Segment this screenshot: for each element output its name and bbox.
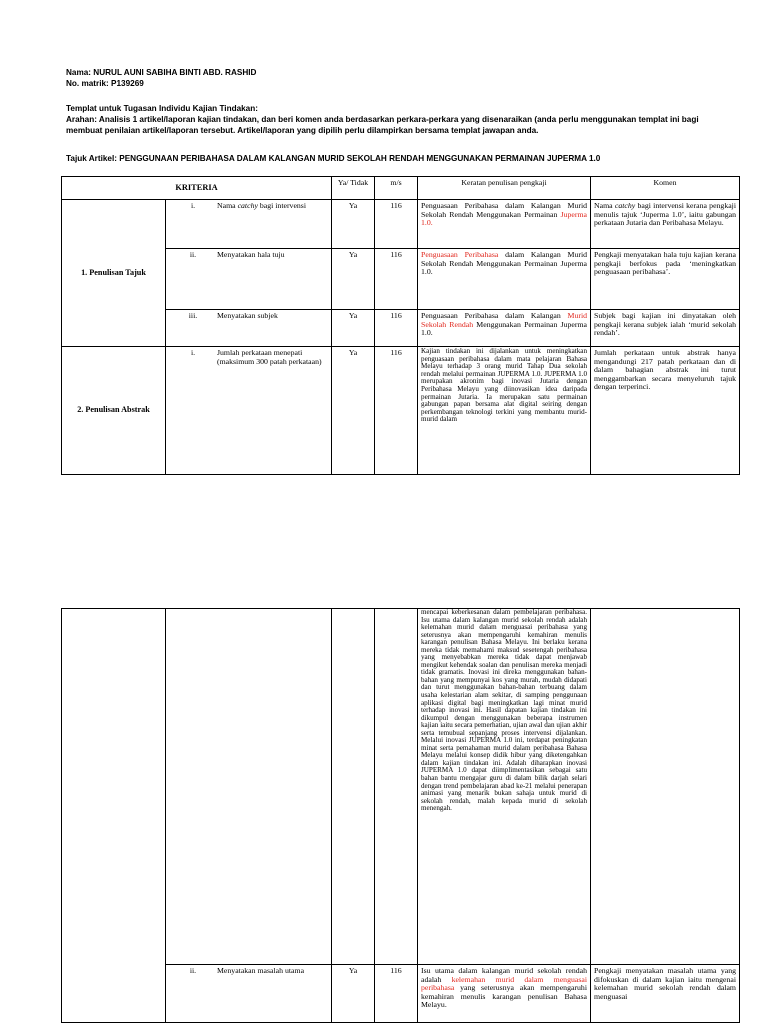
- comment-cell: [591, 609, 740, 965]
- comment-cell: Jumlah perkataan untuk abstrak hanya mengandungi 217 patah perkataan dan di dalam bahagian abstrak ini turut menggambarkan secara menyeluruh tajuk dengan terperinci.: [591, 347, 740, 475]
- excerpt-cell: Penguasaan Peribahasa dalam Kalangan Murid Sekolah Rendah Menggunakan Permainan Juperma 1.0.: [418, 310, 591, 347]
- page-value: 116: [375, 347, 418, 475]
- criterion-cell: [166, 965, 332, 1023]
- page-value: [375, 609, 418, 965]
- criterion-label: Nama catchy bagi intervensi: [217, 201, 307, 210]
- excerpt-cell: mencapai keberkesanan dalam pembelajaran peribahasa. Isu utama dalam kalangan murid sekolah rendah adalah kelemahan murid dalam menguasai peribahasa yang seterusnya akan mempengaruhi kemahiran menulis karangan penulisan Bahasa Melayu. Ini berlaku kerana mereka tidak memahami maksud sesetengah peribahasa yang menyebabkan mereka tidak dapat menjawab mengikut kehendak soalan dan penulisan mereka menjadi tidak gramatis. Inovasi ini direka menggunakan bahan-bahan yang mempunyai kos yang murah, mudah didapati dan turut menggunakan bahan-bahan terbuang dalam usaha kelestarian alam sekitar, di samping penggunaan aplikasi digital bagi meningkatkan lagi minat murid terhadap inovasi ini. Hasil dapatan kajian tindakan ini dikumpul dengan menggunakan beberapa instrumen kajian iaitu secara pemerhatian, ujian awal dan ujian akhir serta temubual sepanjang proses intervensi dijalankan. Melalui inovasi JUPERMA 1.0 ini, terdapat peningkatan minat serta pemahaman murid dalam peribahasa Bahasa Melayu melalui konsep didik hibur yang diketengahkan dalam kajian tindakan ini. Adalah diharapkan inovasi JUPERMA 1.0 dapat diimplimentasikan sebagai satu bahan bantu mengajar guru di dalam bilik darjah selari dengan trend pembelajaran abad ke-21 melalui penerapan animasi yang menarik bukan sahaja untuk murid di sekolah rendah, malah kepada murid di sekolah menengah.: [418, 609, 591, 965]
- criterion-number: iii.: [188, 311, 198, 320]
- criterion-label: Menyatakan hala tuju: [217, 250, 285, 259]
- table-row: [62, 200, 740, 249]
- highlighted-text: Penguasaan Peribahasa: [421, 250, 499, 259]
- criterion-label: Menyatakan subjek: [217, 311, 278, 320]
- header-ms: m/s: [375, 177, 418, 200]
- ya-tidak-value: Ya: [332, 249, 375, 310]
- header-keratan: Keratan penulisan pengkaji: [418, 177, 591, 200]
- student-name: Nama: NURUL AUNI SABIHA BINTI ABD. RASHID: [66, 68, 257, 77]
- table-header-row: [62, 177, 740, 200]
- criterion-number: ii.: [189, 250, 197, 259]
- document-header: [66, 67, 716, 89]
- criterion-label: Menyatakan masalah utama: [217, 966, 305, 975]
- criterion-cell: [166, 249, 332, 310]
- page-value: 116: [375, 249, 418, 310]
- ya-tidak-value: Ya: [332, 200, 375, 249]
- excerpt-cell: Penguasaan Peribahasa dalam Kalangan Murid Sekolah Rendah Menggunakan Permainan Juperma 1.0.: [418, 249, 591, 310]
- criterion-number: i.: [190, 201, 196, 210]
- header-ya-tidak: Ya/ Tidak: [332, 177, 375, 200]
- criterion-number: ii.: [189, 966, 197, 975]
- matric-number: No. matrik: P139269: [66, 79, 144, 88]
- section-penulisan-abstrak: 2. Penulisan Abstrak: [62, 347, 166, 475]
- highlighted-text: kelemahan murid dalam menguasai peribahasa: [421, 974, 587, 993]
- criterion-label: Jumlah perkataan menepati (maksimum 300 patah perkataan): [217, 348, 322, 366]
- excerpt-cell: Kajian tindakan ini dijalankan untuk meningkatkan penguasaan peribahasa dalam mata pelajaran Bahasa Melayu terhadap 3 orang murid Tahap Dua sekolah rendah melalui permainan JUPERMA 1.0. JUPERMA 1.0 merupakan akronim bagi inovasi Jutaria dengan Peribahasa Melayu yang diinovasikan idea daripada permainan Jutaria. Ia merupakan satu permainan gabungan papan bersama alat digital seiring dengan perkembangan teknologi terkini yang membantu murid-murid dalam: [418, 347, 591, 475]
- page-value: 116: [375, 200, 418, 249]
- criteria-table: [61, 176, 740, 475]
- comment-cell: Pengkaji menyatakan hala tuju kajian kerana pengkaji berfokus pada ‘meningkatkan penguasaan peribahasa’.: [591, 249, 740, 310]
- criterion-cell: [166, 609, 332, 965]
- ya-tidak-value: Ya: [332, 310, 375, 347]
- template-title: Templat untuk Tugasan Individu Kajian Tindakan:: [66, 104, 258, 113]
- highlighted-text: Murid Sekolah Rendah: [421, 311, 588, 329]
- excerpt-cell: Isu utama dalam kalangan murid sekolah rendah adalah kelemahan murid dalam menguasai peribahasa yang seterusnya akan mempengaruhi kemahiran menulis karangan penulisan Bahasa Melayu.: [418, 965, 591, 1023]
- table-row: [62, 347, 740, 475]
- table-row: [62, 609, 740, 965]
- comment-cell: Pengkaji menyatakan masalah utama yang difokuskan di dalam kajian iaitu mengenai kelemahan murid sekolah rendah dalam menguasai: [591, 965, 740, 1023]
- criterion-cell: [166, 310, 332, 347]
- excerpt-cell: Penguasaan Peribahasa dalam Kalangan Murid Sekolah Rendah Menggunakan Permainan Juperma 1.0.: [418, 200, 591, 249]
- header-komen: Komen: [591, 177, 740, 200]
- article-title: [66, 153, 716, 164]
- criteria-table-continued: [61, 608, 740, 1023]
- comment-cell: Nama catchy bagi intervensi kerana pengkaji menulis tajuk ‘Juperma 1.0’, iaitu gabungan perkataan Jutaria dan Peribahasa Melayu.: [591, 200, 740, 249]
- criterion-number: i.: [190, 348, 196, 357]
- instruction-text: Arahan: Analisis 1 artikel/laporan kajian tindakan, dan beri komen anda berdasarkan perkara-perkara yang disenaraikan (anda perlu menggunakan templat ini bagi membuat penilaian artikel/laporan tersebut. Artikel/laporan yang dipilih perlu dilampirkan bersama templat jawapan anda.: [66, 115, 699, 135]
- page-value: 116: [375, 965, 418, 1023]
- section-cell-empty: [62, 609, 166, 1023]
- ya-tidak-value: Ya: [332, 347, 375, 475]
- comment-cell: Subjek bagi kajian ini dinyatakan oleh pengkaji kerana subjek ialah ‘murid sekolah rendah’.: [591, 310, 740, 347]
- section-penulisan-tajuk: 1. Penulisan Tajuk: [62, 200, 166, 347]
- ya-tidak-value: Ya: [332, 965, 375, 1023]
- criterion-cell: [166, 200, 332, 249]
- template-info: [66, 103, 716, 136]
- ya-tidak-value: [332, 609, 375, 965]
- criterion-cell: [166, 347, 332, 475]
- article-title-text: Tajuk Artikel: PENGGUNAAN PERIBAHASA DALAM KALANGAN MURID SEKOLAH RENDAH MENGGUNAKAN PERMAINAN JUPERMA 1.0: [66, 154, 601, 163]
- header-kriteria: KRITERIA: [62, 177, 332, 200]
- page-value: 116: [375, 310, 418, 347]
- highlighted-text: Juperma 1.0.: [421, 209, 588, 228]
